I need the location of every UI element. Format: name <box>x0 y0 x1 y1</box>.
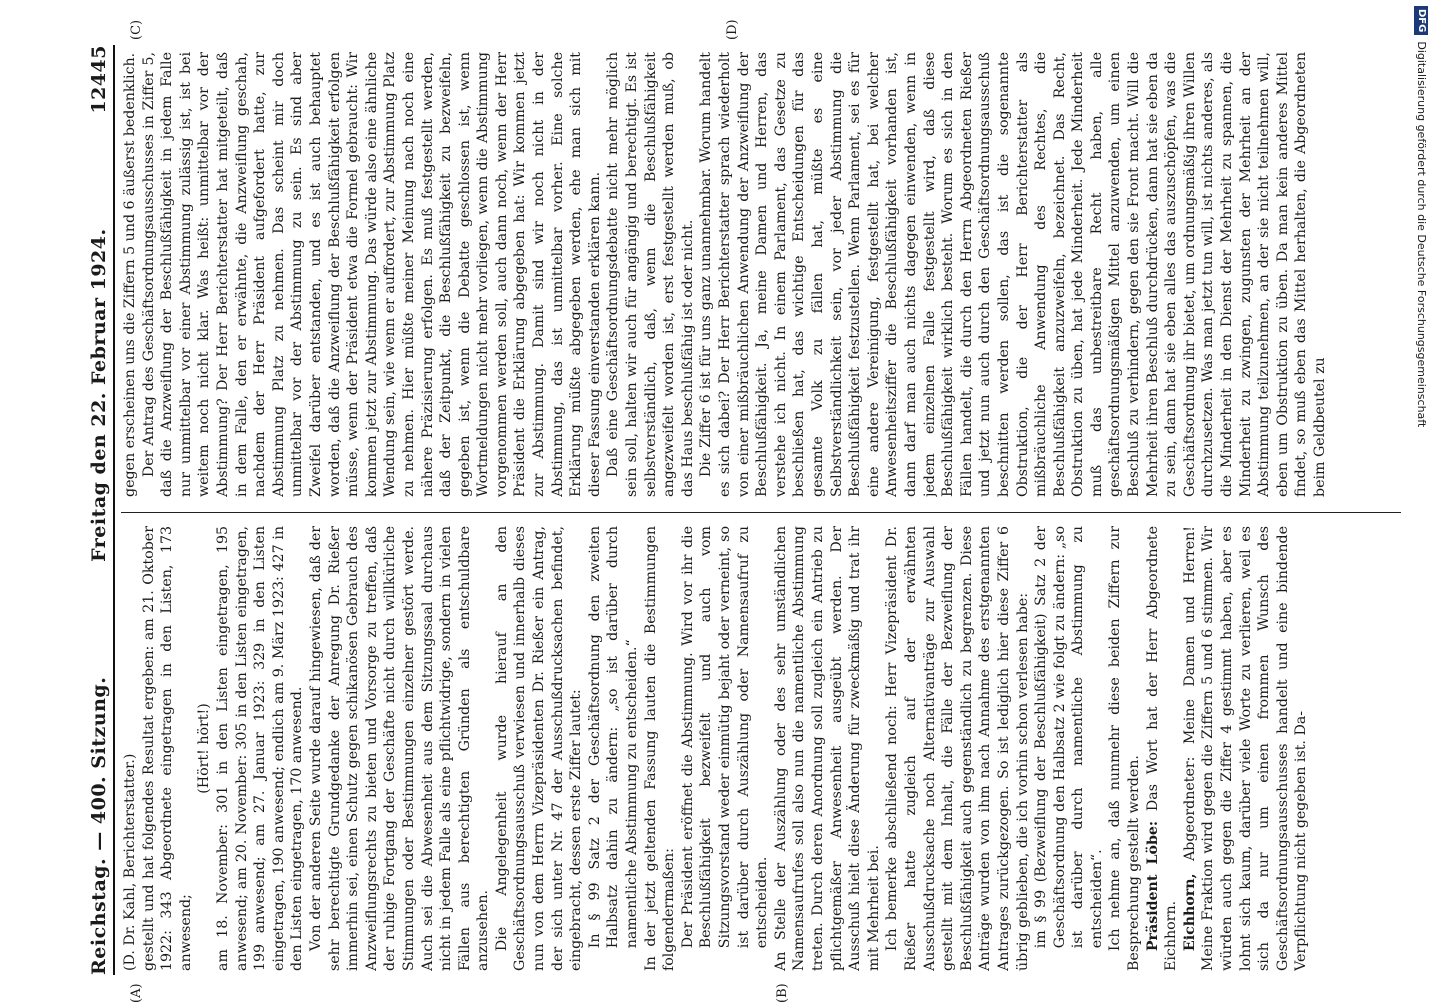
speaker-reference: (D. Dr. Kahl, Berichterstatter.) <box>122 753 138 971</box>
margin-marker-c: (C) <box>129 19 144 40</box>
digitization-note <box>1412 6 1430 994</box>
paragraph: In der jetzt geltenden Fassung lauten die Bestimmungen folgendermaßen: <box>642 526 678 971</box>
paragraph: Die Angelegenheit wurde hierauf an den Geschäftsordnungsausschuß verwiesen und innerhalb dieses nun von dem Herrn Vizepräsidenten Dr. Rießer ein Antrag, der sich unter Nr. 47 der Ausschußdrucksachen befindet, eingebracht, dessen erste Ziffer lautet: <box>493 526 585 971</box>
paragraph: Ich nehme an, daß nunmehr diese beiden Ziffern zur Besprechung gestellt werden. <box>1107 526 1143 971</box>
paragraph: Die Ziffer 6 ist für uns ganz unannehmbar. Worum handelt es sich dabei? Der Herr Berichterstatter sprach wiederholt von einer mißbräuchlichen Anwendung der Anzweiflung der Beschlußfähigkeit. Ja, meine Damen und Herren, das verstehe ich nicht. In einem Parlament, das Gesetze zu beschließen hat, das wichtige Entscheidungen für das gesamte Volk zu fällen hat, müßte es eine Selbstverständlichkeit sein, vor jeder Abstimmung die Beschlußfähigkeit festzustellen. Wenn Parlament, sei es für eine andere Vereinigung, festgestellt hat, bei welcher Anwesenheitsziffer die Beschlußfähigkeit vorhanden ist, dann darf man auch nichts dagegen einwenden, wenn in jedem einzelnen Falle festgestellt wird, daß diese Beschlußfähigkeit wirklich besteht. Worum es sich in den Fällen handelt, die durch den Herrn Abgeordneten Rießer und jetzt nun auch durch den Geschäftsordnungsausschuß beschnitten werden sollen, das ist die sogenannte Obstruktion, die der Herr Berichterstatter als mißbräuchliche Anwendung des Rechtes, die Beschlußfähigkeit anzuzweifeln, bezeichnet. Das Recht, Obstruktion zu üben, hat jede Minderheit. Jede Minderheit muß das unbestreitbare Recht haben, alle geschäftsordnungsmäßigen Mittel anzuwenden, um einen Beschluß zu verhindern, gegen den sie Front macht. Will die Mehrheit ihren Beschluß durchdrücken, dann hat sie eben da zu sein, dann hat sie eben alles das auszuschöpfen, was die Geschäftsordnung ihr bietet, um ordnungsmäßig ihren Willen durchzusetzen. Was man jetzt tun will, ist nichts anderes, als die Minderheit in den Dienst der Mehrheit zu spannen, die Minderheit zu zwingen, zugunsten der Mehrheit an der Abstimmung teilzunehmen, an der sie nicht teilnehmen will, eben um Obstruktion zu üben. Da man kein anderes Mittel findet, so muß eben das Mittel herhalten, die Abgeordneten beim Geldbeutel zu <box>698 52 1328 497</box>
quoted-amendment: im § 99 (Bezweiflung der Beschlußfähigkeit) Satz 2 der Geschäftsordnung den Halbsatz 2 wie folgt zu ändern: „so ist darüber durch namentliche Abstimmung zu entscheiden“. <box>1033 526 1105 949</box>
paragraph: Von der anderen Seite wurde darauf hingewiesen, daß der sehr berechtigte Grundgedanke der Anregung Dr. Rießer immerhin sei, einen Schutz gegen schikanösen Gebrauch des Anzweiflungsrechts zu bieten und Vorsorge zu treffen, daß der ruhige Fortgang der Geschäfte nicht durch willkürliche Stimmungen oder Bestimmungen einzelner gestört werde. Auch sei die Abwesenheit aus dem Sitzungssaal durchaus nicht in jedem Falle als eine pflichtwidrige, sondern in vielen Fällen aus berechtigten Gründen als entschuldbare anzusehen. <box>307 526 492 971</box>
column-divider <box>121 512 1401 513</box>
right-column <box>121 52 1401 497</box>
margin-marker-d: (D) <box>725 19 740 40</box>
header-left: Reichstag. — 400. Sitzung. <box>88 676 110 975</box>
paragraph: am 18. November: 301 in den Listen eingetragen, 195 anwesend; am 20. November: 305 in den Listen eingetragen, 199 anwesend; am 27. Januar 1923: 329 in den Listen eingetragen, 190 anwesend; endlich am 9. März 1923: 427 in den Listen eingetragen, 170 anwesend. <box>214 526 306 971</box>
digitization-credit: Digitalisierung gefördert durch die Deutsche Forschungsgemeinschaft <box>1415 41 1428 428</box>
quoted-rule: Der Präsident eröffnet die Abstimmung. Wird vor ihr die Beschlußfähigkeit bezweifelt und auch vom Sitzungsvorstand weder einmütig bejaht oder verneint, so ist darüber durch Auszählung oder Namensaufruf zu entscheiden. <box>679 526 771 949</box>
paragraph: gestellt und hat folgendes Resultat ergeben: am 21. Oktober 1922: 343 Abgeordnete eingetragen in den Listen, 173 anwesend; <box>140 526 194 971</box>
speaker-text: Abgeordneter: Meine Damen und Herren! Meine Fraktion wird gegen die Ziffern 5 und 6 stimmen. Wir würden auch gegen die Ziffer 4 gestimmt haben, aber es lohnt sich kaum, darüber viele Worte zu verlieren, weil es sich da nur um einen frommen Wunsch des Geschäftsordnungsausschusses handelt und eine bindende Verpflichtung nicht gegeben ist. Da- <box>1181 526 1310 971</box>
speaker-paragraph <box>1181 526 1311 971</box>
paragraph: An Stelle der Auszählung oder des sehr umständlichen Namensaufrufes soll also nun die namentliche Abstimmung treten. Durch deren Anordnung soll zugleich ein Antrieb zu pflichtgemäßer Anwesenheit ausgeübt werden. Der Ausschuß hielt diese Änderung für zweckmäßig und trat ihr mit Mehrheit bei. <box>772 526 882 971</box>
speaker-name: Eichhorn, <box>1181 873 1198 952</box>
dfg-logo: DFG <box>1414 6 1428 35</box>
speaker-name: Präsident Löbe: <box>1144 820 1161 952</box>
paragraph: gegen erscheinen uns die Ziffern 5 und 6 äußerst bedenklich. <box>122 52 138 497</box>
rotated-page <box>85 19 1405 1003</box>
margin-marker-a: (A) <box>129 983 144 1003</box>
page-header <box>85 45 115 975</box>
interjection: (Hört! hört!) <box>196 703 213 794</box>
quoted-motion: In § 99 Satz 2 der Geschäftsordnung den zweiten Halbsatz dahin zu ändern: „so ist darüber durch namentliche Abstimmung zu entscheiden.“ <box>586 526 641 949</box>
header-date: Freitag den 22. Februar 1924. <box>88 228 110 562</box>
speaker-text: Das Wort hat der Herr Abgeordnete Eichhorn. <box>1144 526 1180 971</box>
paragraph: Daß eine Geschäftsordnungsdebatte nicht mehr möglich sein soll, halten wir auch für angängig und berechtigt. Es ist selbstverständlich, daß, wenn die Beschlußfähigkeit angezweifelt worden ist, erst festgestellt werden muß, ob das Haus beschlußfähig ist oder nicht. <box>605 52 696 497</box>
paragraph: Der Antrag des Geschäftsordnungsausschusses in Ziffer 5, daß die Anzweiflung der Beschlußfähigkeit in jedem Falle nur unmittelbar vor einer Abstimmung zulässig ist, ist bei weitem noch nicht klar. Was heißt: unmittelbar vor der Abstimmung? Der Herr Berichterstatter hat mitgeteilt, daß in dem Falle, den er erwähnte, die Anzweiflung geschah, nachdem der Herr Präsident aufgefordert hatte, zur Abstimmung Platz zu nehmen. Das scheint mir doch unmittelbar vor der Abstimmung zu sein. Es sind aber Zweifel darüber entstanden, und es ist auch behauptet worden, daß die Anzweiflung der Beschlußfähigkeit erfolgen müsse, wenn der Präsident etwa die Formel gebraucht: Wir kommen jetzt zur Abstimmung. Das würde also eine ähnliche Wendung sein, wie wenn er auffordert, zur Abstimmung Platz zu nehmen. Hier müßte meiner Meinung nach noch eine nähere Präzisierung erfolgen. Es muß festgestellt werden, daß der Zeitpunkt, die Beschlußfähigkeit zu bezweifeln, gegeben ist, wenn die Debatte geschlossen ist, wenn Wortmeldungen nicht mehr vorliegen, wenn die Abstimmung vorgenommen werden soll, auch dann noch, wenn der Herr Präsident die Erklärung abgegeben hat: Wir kommen jetzt zur Abstimmung. Damit sind wir noch nicht in der Abstimmung, das ist unmittelbar vorher. Eine solche Erklärung müßte abgegeben werden, ehe man sich mit dieser Fassung einverstanden erklären kann. <box>140 52 603 497</box>
page-number: 12445 <box>88 45 110 114</box>
speaker-paragraph <box>1144 526 1181 971</box>
left-column <box>121 526 1401 971</box>
paragraph: Ich bemerke abschließend noch: Herr Vizepräsident Dr. Rießer hatte zugleich auf der erwähnten Ausschußdrucksache noch Alternativanträge zur Auswahl gestellt mit dem Inhalt, die Fälle der Bezweiflung der Beschlußfähigkeit auch gegenständlich zu begrenzen. Diese Anträge wurden von ihm nach Annahme des erstgenannten Antrages zurückgezogen. So ist lediglich hier diese Ziffer 6 übrig geblieben, die ich vorhin schon verlesen habe: <box>884 526 1031 971</box>
margin-marker-b: (B) <box>775 983 790 1003</box>
